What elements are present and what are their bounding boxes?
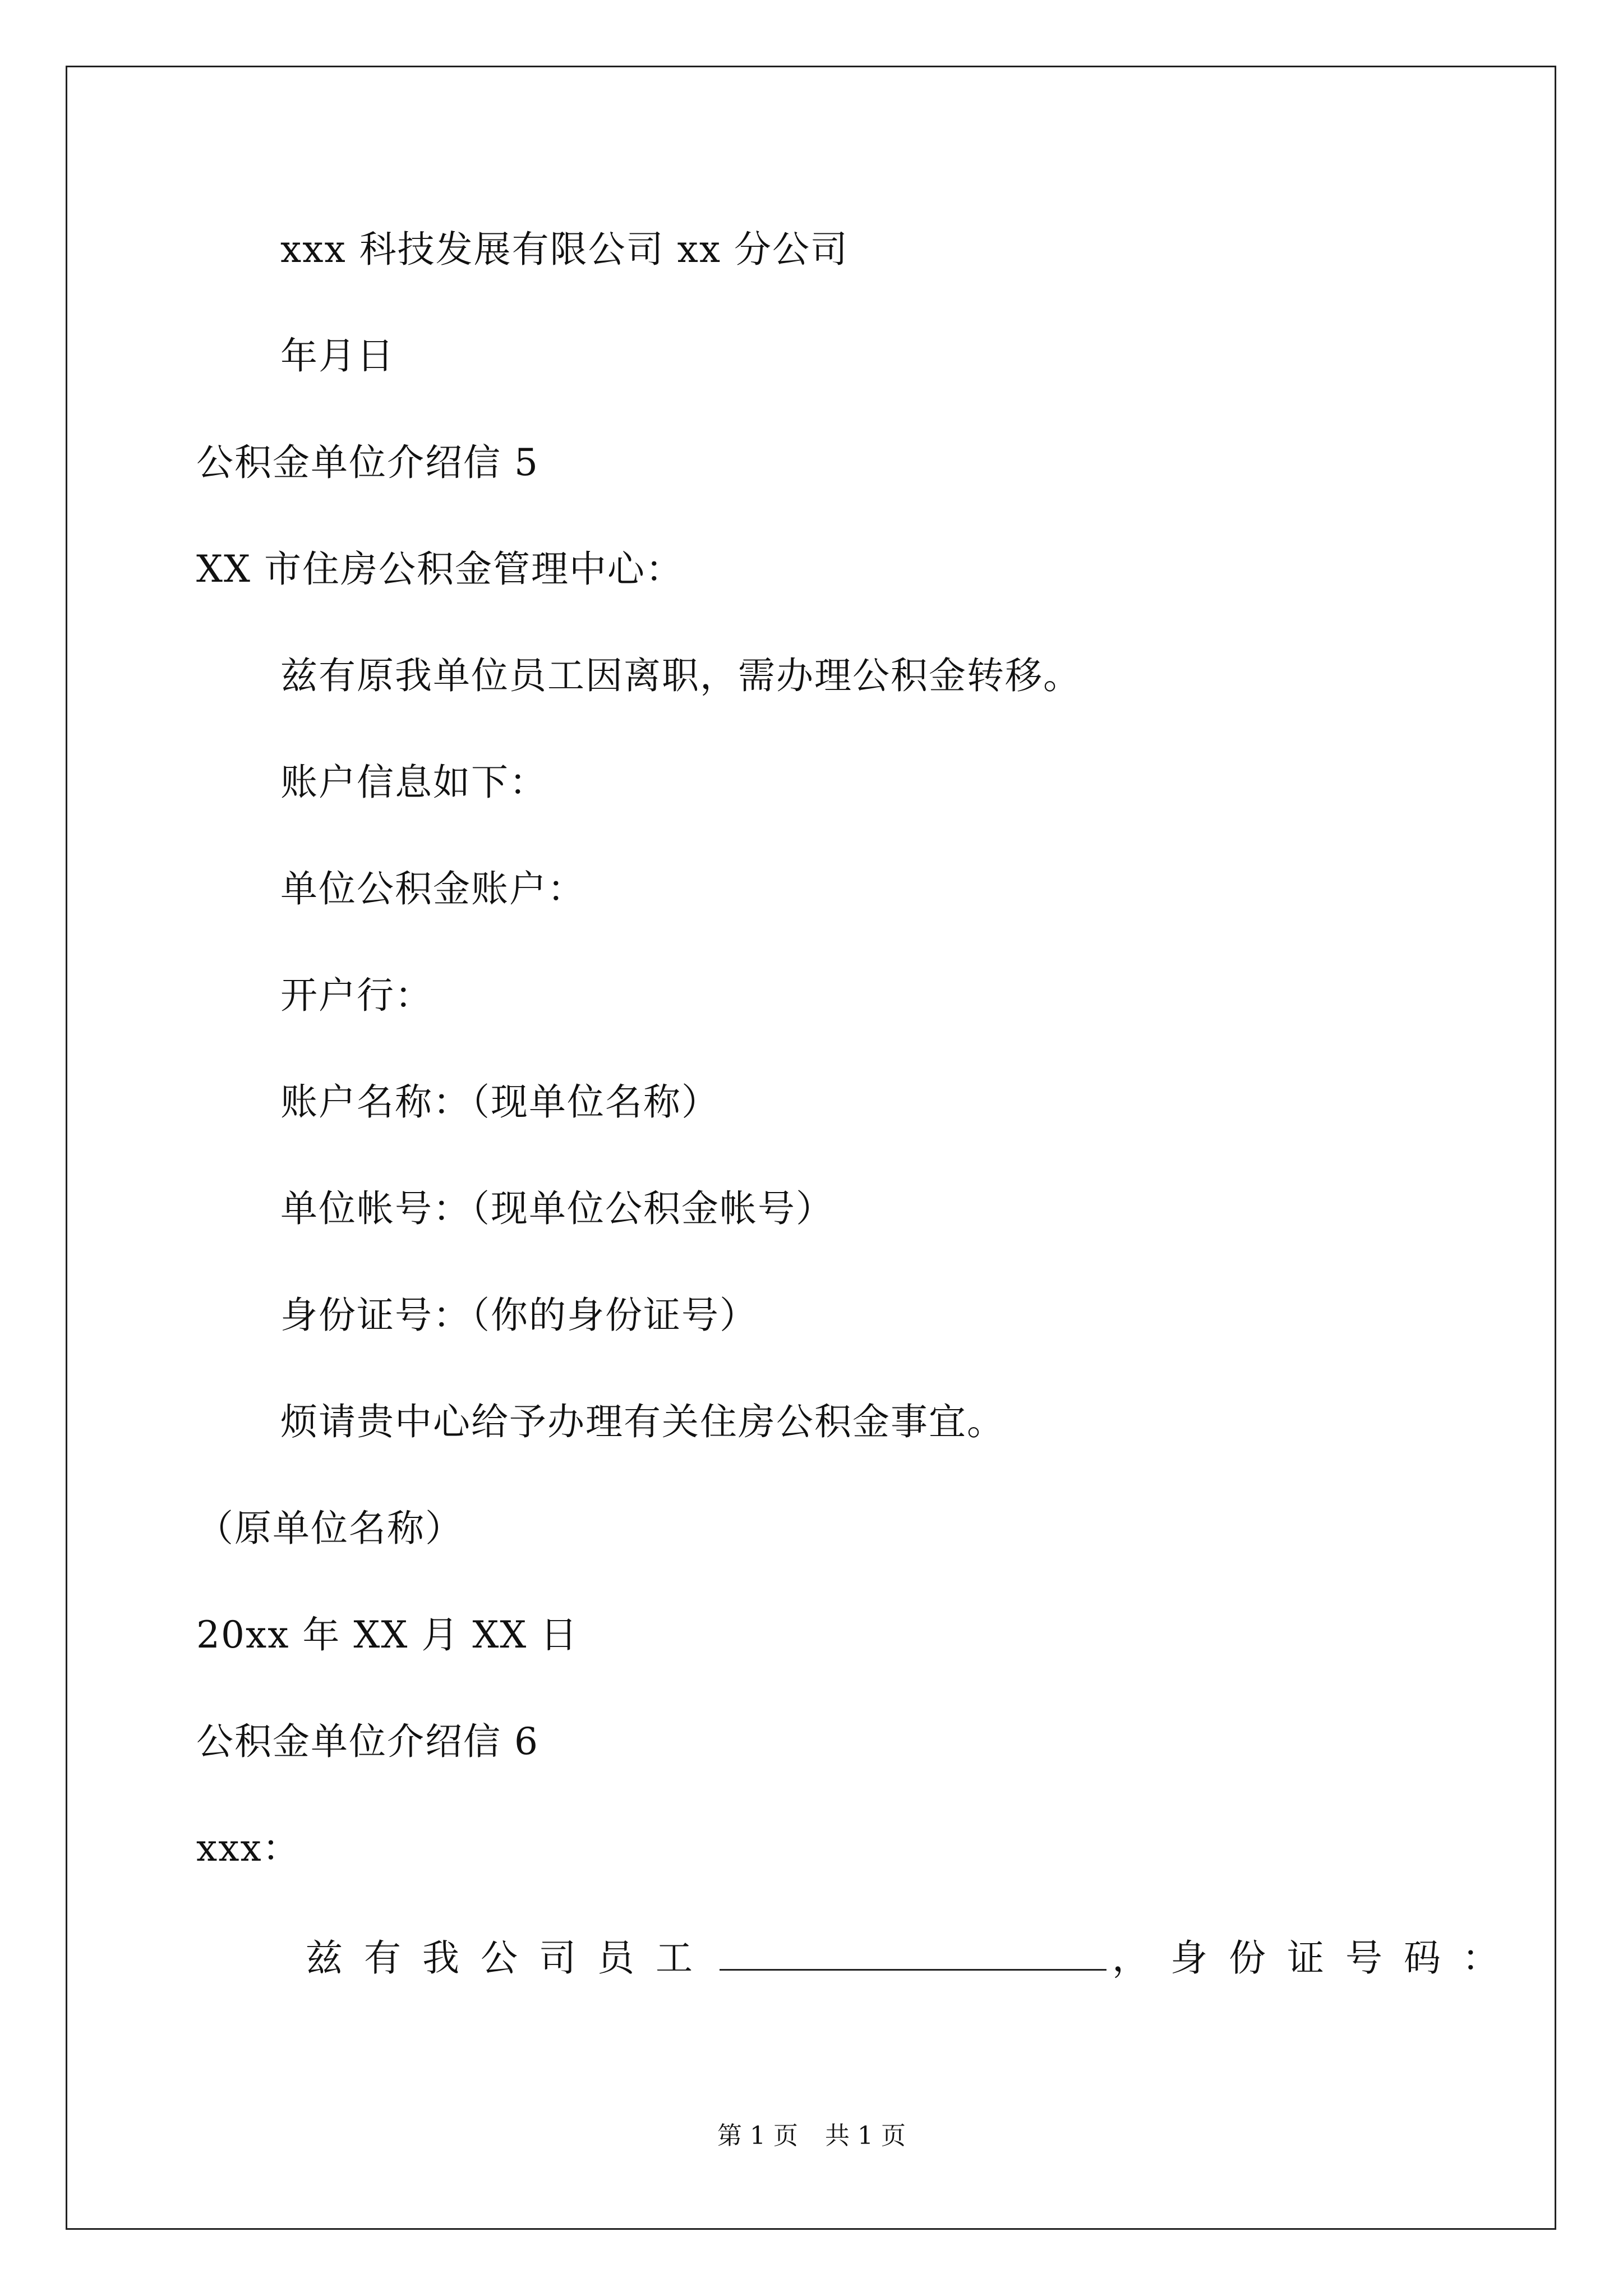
bank-line: 开户行：	[280, 974, 433, 1017]
page-number: 第 1 页	[717, 2122, 798, 2150]
letter-6-title: 公积金单位介绍信 6	[196, 1720, 539, 1763]
body-paragraph: 兹有原我单位员工因离职，需办理公积金转移。	[280, 654, 1081, 697]
date-line: 20xx 年 XX 月 XX 日	[196, 1613, 579, 1657]
account-name-line: 账户名称：（现单位名称）	[280, 1080, 720, 1124]
page-total: 共 1 页	[825, 2122, 906, 2150]
request-line: 烦请贵中心给予办理有关住房公积金事宜。	[280, 1400, 1005, 1443]
id-number-line: 身份证号：（你的身份证号）	[280, 1294, 758, 1337]
date-placeholder-line: 年月日	[280, 334, 395, 378]
employee-intro-line	[306, 1935, 1520, 1981]
letter-5-title: 公积金单位介绍信 5	[196, 441, 539, 484]
employee-name-blank	[720, 1935, 1106, 1971]
original-unit-line: （原单位名称）	[196, 1507, 463, 1550]
unit-account-line: 单位公积金账户：	[280, 867, 585, 910]
id-number-label: ，身份证号码：	[1112, 1936, 1520, 1980]
recipient-line: XX 市住房公积金管理中心：	[196, 547, 684, 591]
page-border	[66, 66, 1556, 2230]
company-name-line: xxx 科技发展有限公司 xx 分公司	[280, 228, 849, 271]
letter-6-recipient: xxx：	[196, 1826, 301, 1870]
unit-number-line: 单位帐号：（现单位公积金帐号）	[280, 1187, 834, 1230]
employee-intro-text: 兹有我公司员工	[306, 1936, 714, 1980]
page-footer	[0, 2120, 1623, 2152]
account-info-heading: 账户信息如下：	[280, 761, 547, 804]
